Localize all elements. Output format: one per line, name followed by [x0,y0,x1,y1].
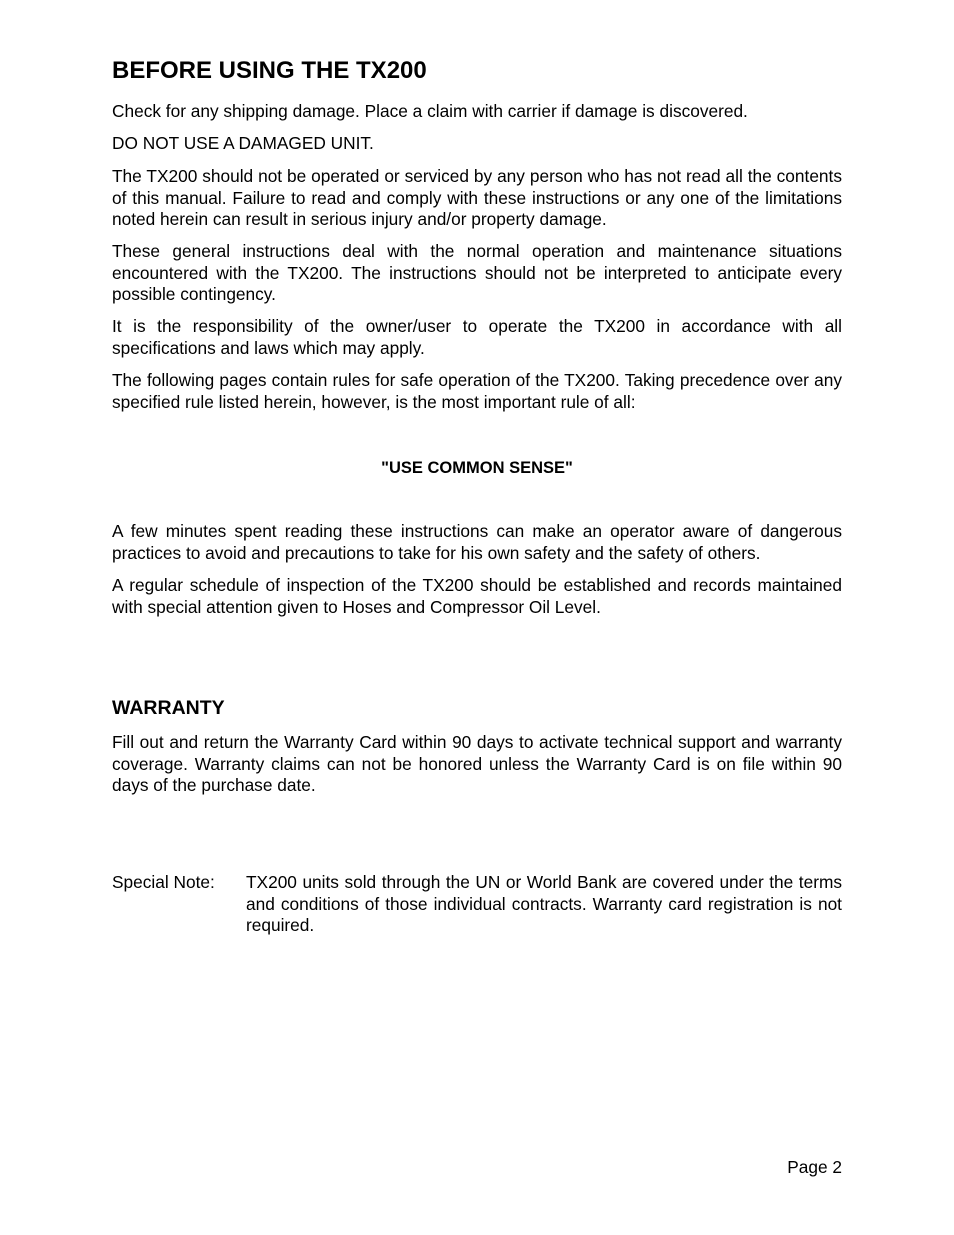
page-title: BEFORE USING THE TX200 [112,57,427,84]
special-note-label: Special Note: [112,872,215,892]
general-instructions-paragraph: These general instructions deal with the normal operation and maintenance situations encountered with the TX200. The instructions should not be interpreted to anticipate every possible contingency. [112,241,842,305]
manual-page [112,0,842,1235]
inspection-schedule-paragraph: A regular schedule of inspection of the TX200 should be established and records maintained with special attention given to Hoses and Compressor Oil Level. [112,575,842,617]
warranty-paragraph: Fill out and return the Warranty Card within 90 days to activate technical support and warranty coverage. Warranty claims can not be honored unless the Warranty Card is on file within 90 days of the purchase date. [112,732,842,796]
page-number: Page 2 [787,1157,842,1177]
warranty-heading: WARRANTY [112,697,225,719]
shipping-damage-paragraph: Check for any shipping damage. Place a claim with carrier if damage is discovered. [112,101,748,121]
common-sense-emphasis: "USE COMMON SENSE" [381,459,573,477]
special-note-text: TX200 units sold through the UN or World Bank are covered under the terms and conditions of those individual contracts. Warranty card registration is not required. [246,872,842,936]
responsibility-paragraph: It is the responsibility of the owner/user to operate the TX200 in accordance with all specifications and laws which may apply. [112,316,842,358]
safe-operation-paragraph: The following pages contain rules for safe operation of the TX200. Taking precedence over any specified rule listed herein, however, is the most important rule of all: [112,370,842,412]
reading-benefit-paragraph: A few minutes spent reading these instructions can make an operator aware of dangerous practices to avoid and precautions to take for his own safety and the safety of others. [112,521,842,563]
damaged-unit-warning: DO NOT USE A DAMAGED UNIT. [112,133,374,153]
read-manual-paragraph: The TX200 should not be operated or serviced by any person who has not read all the contents of this manual. Failure to read and comply with these instructions or any one of the limitations noted herein can result in serious injury and/or property damage. [112,166,842,230]
